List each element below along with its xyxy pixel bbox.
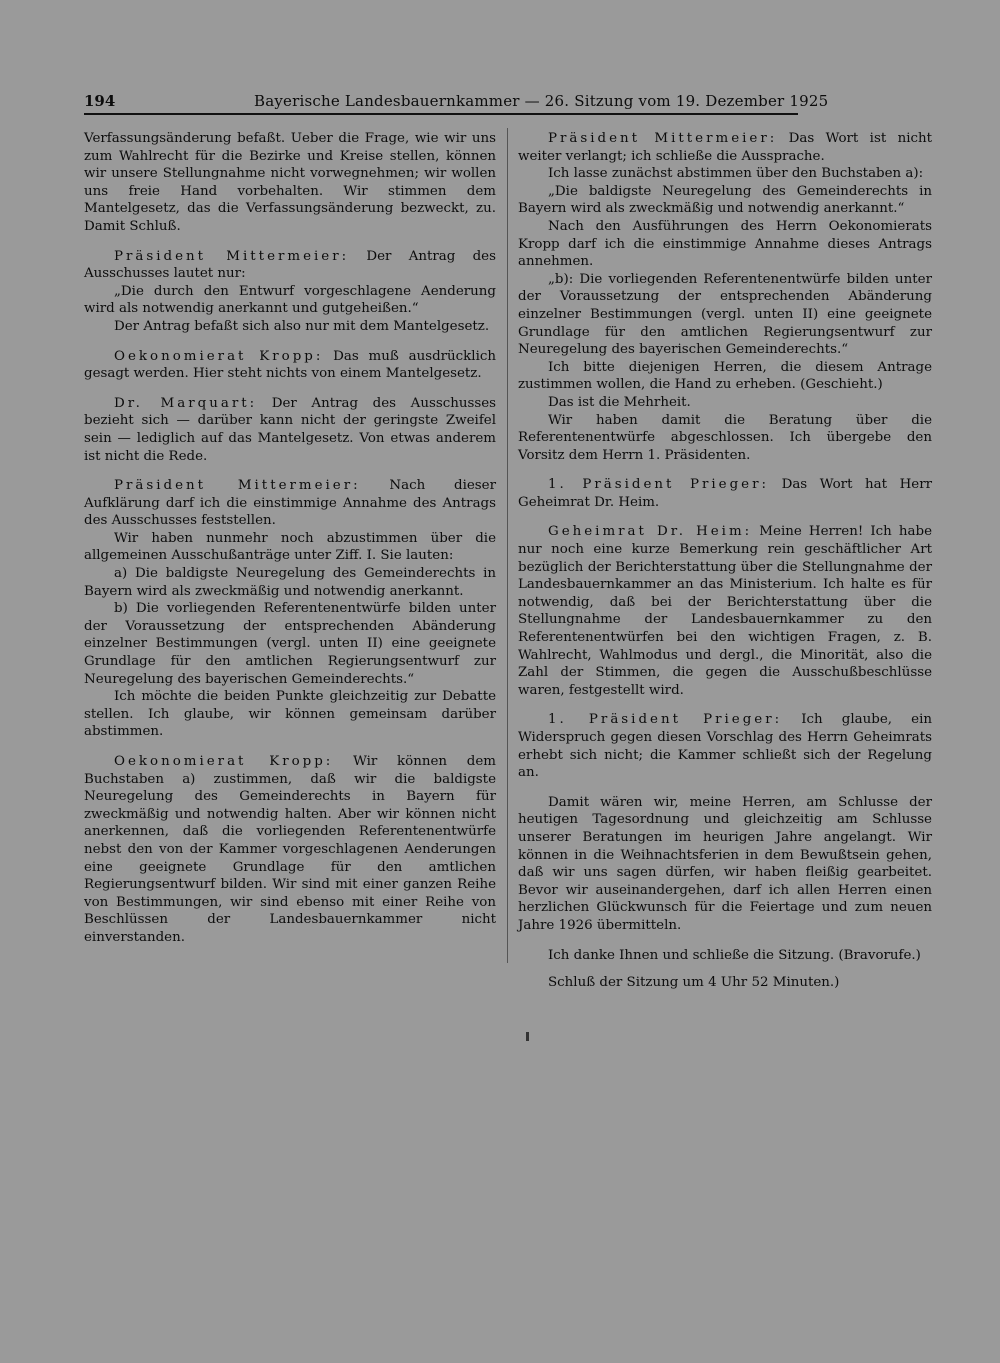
- paragraph: [518, 130, 932, 165]
- paragraph-text: Damit wären wir, meine Herren, am Schlusse der heutigen Tagesordnung und gleichzeitig am Schlusse unserer Beratungen im heurigen Jahre angelangt. Wir können in die Weihnachtsferien in dem Bewußtsein gehen, daß wir uns sagen dürfen, wir haben fleißig gearbeitet. Bevor wir auseinandergehen, darf ich allen Herren einen herzlichen Glückwunsch für die Feiertage und zum neuen Jahre 1926 übermitteln.: [518, 794, 932, 933]
- paragraph-text: Ich bitte diejenigen Herren, die diesem Antrage zustimmen wollen, die Hand zu erheben. (Geschieht.): [518, 359, 932, 393]
- paragraph-text: Meine Herren! Ich habe nur noch eine kurze Bemerkung rein geschäftlicher Art bezüglich der Berichterstattung über die Stellungnahme der Landesbauernkammer an das Ministerium. Ich halte es für notwendig, daß bei der Berichterstattung über die Stellungnahme der Landesbauernkammer zu den Referentenentwürfen bei den wichtigen Fragen, z. B. Wahlrecht, Wahlmodus und dergl., die Minorität, also die Zahl der Stimmen, die gegen die Ausschußbeschlüsse waren, festgestellt wird.: [518, 524, 932, 698]
- running-title: Bayerische Landesbauernkammer — 26. Sitzung vom 19. Dezember 1925: [254, 92, 829, 110]
- speaker-name: Oekonomierat Kropp:: [114, 348, 324, 364]
- paragraph-text: b) Die vorliegenden Referentenentwürfe bilden unter der Voraussetzung der entsprechenden Abänderung einzelner Bestimmungen (vergl. unten II) eine geeignete Grundlage für den amtlichen Regierungsentwurf zur Neuregelung des bayerischen Gemeinderechts.“: [84, 601, 496, 687]
- paragraph-text: Verfassungsänderung befaßt. Ueber die Frage, wie wir uns zum Wahlrecht für die Bezirke und Kreise stellen, können wir unsere Stellungnahme nicht vorwegnehmen; wir wollen uns freie Hand vorbehalten. Wir stimmen dem Mantelgesetz, das die Verfassungsänderung bezweckt, zu. Damit Schluß.: [84, 131, 496, 234]
- paragraph-text: a) Die baldigste Neuregelung des Gemeinderechts in Bayern wird als zweckmäßig und notwendig anerkannt.: [84, 566, 496, 599]
- paragraph-text: „Die durch den Entwurf vorgeschlagene Aenderung wird als notwendig anerkannt und gutgeheißen.“: [84, 283, 496, 317]
- paragraph: [518, 947, 932, 965]
- header-rule: [84, 113, 798, 115]
- paragraph-text: Wir haben nunmehr noch abzustimmen über die allgemeinen Ausschußanträge unter Ziff. I. Sie lauten:: [84, 530, 496, 564]
- paragraph-text: Ich lasse zunächst abstimmen über den Buchstaben a):: [548, 166, 924, 182]
- paragraph: [84, 130, 496, 236]
- paragraph-text: Der Antrag des Ausschusses bezieht sich — darüber kann nicht der geringste Zweifel sein — lediglich auf das Mantelgesetz. Von etwas anderem ist nicht die Rede.: [84, 395, 497, 464]
- paragraph: [518, 183, 932, 218]
- speaker-name: Dr. Marquart:: [114, 395, 258, 411]
- paragraph-text: Ich danke Ihnen und schließe die Sitzung. (Bravorufe.): [548, 947, 921, 963]
- left-column: [84, 130, 496, 947]
- paragraph: [84, 395, 496, 465]
- speaker-name: Geheimrat Dr. Heim:: [548, 524, 753, 540]
- page-header: [84, 90, 829, 112]
- paragraph: [518, 394, 932, 412]
- paragraph: [84, 318, 496, 336]
- column-divider: [507, 128, 508, 963]
- paragraph-text: Nach den Ausführungen des Herrn Oekonomierats Kropp darf ich die einstimmige Annahme dieses Antrags annehmen.: [518, 218, 932, 270]
- speaker-name: Präsident Mittermeier:: [548, 131, 778, 146]
- paragraph: [518, 359, 932, 394]
- paragraph-text: Der Antrag befaßt sich also nur mit dem Mantelgesetz.: [114, 318, 490, 334]
- paragraph: [518, 218, 932, 271]
- paragraph-text: „Die baldigste Neuregelung des Gemeinderechts in Bayern wird als zweckmäßig und notwendig anerkannt.“: [518, 183, 932, 217]
- paragraph-text: Wir können dem Buchstaben a) zustimmen, daß wir die baldigste Neuregelung des Gemeinderechts in Bayern für zweckmäßig und notwendig halten. Aber wir können nicht anerkennen, daß die vorliegenden Referentenentwürfe nebst den von der Kammer vorgeschlagenen Aenderungen eine geeignete Grundlage für den amtlichen Regierungsentwurf bilden. Wir sind mit einer ganzen Reihe von Bestimmungen, wir sind ebenso mit einer Reihe von Beschlüssen der Landesbauernkammer nicht einverstanden.: [84, 754, 496, 945]
- paragraph-text: Ich möchte die beiden Punkte gleichzeitig zur Debatte stellen. Ich glaube, wir können gemeinsam darüber abstimmen.: [84, 689, 496, 740]
- paragraph-text: Der Antrag des Ausschusses lautet nur:: [84, 248, 496, 282]
- paragraph: [84, 565, 496, 600]
- speaker-name: Oekonomierat Kropp:: [114, 754, 334, 769]
- session-end-note: [518, 974, 932, 992]
- paragraph: [518, 165, 932, 183]
- paragraph: [84, 600, 496, 688]
- paragraph: [84, 348, 496, 383]
- paragraph-text: Nach dieser Aufklärung darf ich die einstimmige Annahme des Antrags des Ausschusses feststellen.: [84, 478, 496, 529]
- paragraph: [518, 412, 932, 465]
- paragraph: [518, 476, 932, 511]
- paragraph-text: Ich glaube, ein Widerspruch gegen diesen Vorschlag des Herrn Geheimrats erhebt sich nicht; die Kammer schließt sich der Regelung an.: [518, 712, 932, 781]
- paragraph-text: Das ist die Mehrheit.: [548, 394, 691, 410]
- paragraph: [84, 477, 496, 530]
- paragraph-text: Wir haben damit die Beratung über die Referentenentwürfe abgeschlossen. Ich übergebe den Vorsitz dem Herrn 1. Präsidenten.: [518, 412, 932, 463]
- speaker-name: Präsident Mittermeier:: [114, 248, 350, 264]
- right-column: [518, 130, 932, 992]
- paragraph: [84, 753, 496, 947]
- paragraph: [84, 530, 496, 565]
- paragraph-text: Das Wort hat Herr Geheimrat Dr. Heim.: [518, 477, 932, 510]
- speaker-name: Präsident Mittermeier:: [114, 478, 361, 494]
- paragraph: [84, 688, 496, 741]
- paragraph-text: Das muß ausdrücklich gesagt werden. Hier steht nichts von einem Mantelgesetz.: [84, 348, 496, 382]
- paragraph: [518, 711, 932, 781]
- paragraph: [518, 523, 932, 699]
- paragraph: [84, 283, 496, 318]
- paragraph: [84, 248, 496, 283]
- print-speck: [526, 1032, 529, 1041]
- paragraph: [518, 271, 932, 359]
- page-number: 194: [84, 92, 116, 110]
- paragraph-text: „b): Die vorliegenden Referentenentwürfe bilden unter der Voraussetzung der entsprechenden Abänderung einzelner Bestimmungen (vergl. unten II) eine geeignete Grundlage für den amtlichen Regierungsentwurf zur Neuregelung des bayerischen Gemeinderechts.“: [518, 271, 932, 358]
- paragraph-text: Das Wort ist nicht weiter verlangt; ich schließe die Aussprache.: [518, 131, 932, 164]
- speaker-name: 1. Präsident Prieger:: [548, 477, 770, 493]
- paragraph-text: Schluß der Sitzung um 4 Uhr 52 Minuten.): [548, 975, 840, 991]
- speaker-name: 1. Präsident Prieger:: [548, 712, 783, 728]
- paragraph: [518, 794, 932, 935]
